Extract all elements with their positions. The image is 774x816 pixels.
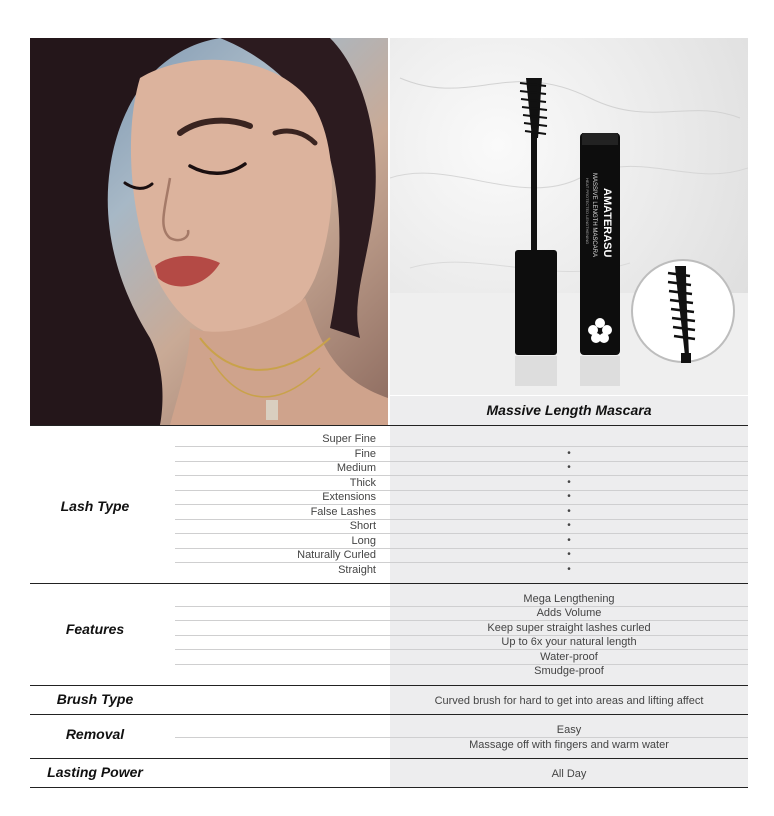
product-photo	[390, 38, 748, 395]
brush-closeup-icon	[632, 260, 734, 363]
feature-item: Smudge-proof	[534, 665, 604, 677]
table-bottom-border	[30, 787, 748, 788]
model-portrait-image	[30, 38, 388, 425]
section-divider	[30, 714, 748, 715]
header-divider	[30, 425, 748, 426]
removal-item: Easy	[556, 724, 582, 736]
lash-row-label: Naturally Curled	[297, 549, 376, 561]
lash-row-value: •	[567, 477, 571, 488]
lash-row-label: Medium	[336, 462, 376, 474]
lash-type-label: Lash Type	[60, 498, 130, 514]
section-divider	[30, 583, 748, 584]
removal-item: Massage off with fingers and warm water	[469, 739, 669, 751]
lash-row-label: False Lashes	[310, 506, 376, 518]
lash-row-label: Extensions	[322, 491, 376, 503]
lash-row-value: •	[567, 506, 571, 517]
lash-row-label: Short	[349, 520, 376, 532]
lash-row-value: •	[567, 462, 571, 473]
feature-item: Adds Volume	[536, 607, 602, 619]
lash-row-value: •	[567, 535, 571, 546]
lash-row-value: •	[567, 491, 571, 502]
mascara-illustration	[390, 38, 748, 395]
lash-row-label: Straight	[338, 564, 376, 576]
brush-type-label: Brush Type	[56, 691, 134, 707]
removal-label: Removal	[65, 726, 125, 742]
lasting-power-value: All Day	[551, 768, 587, 780]
tube-product-text: MASSIVE LENGTH MASCARA	[591, 173, 597, 258]
lash-row-value: •	[567, 448, 571, 459]
lash-row-label: Super Fine	[322, 433, 376, 445]
portrait-illustration	[30, 38, 388, 425]
feature-item: Mega Lengthening	[523, 593, 615, 605]
product-column-header: Massive Length Mascara	[486, 402, 652, 418]
tube-sub-text: HEAT PROTECTED LENGTHENING	[585, 178, 590, 245]
section-divider	[30, 758, 748, 759]
lash-row-label: Thick	[349, 477, 376, 489]
lasting-power-label: Lasting Power	[47, 764, 143, 780]
lash-row-label: Fine	[354, 448, 376, 460]
lash-row-value: •	[567, 549, 571, 560]
brush-type-value: Curved brush for hard to get into areas and lifting affect	[434, 695, 704, 707]
tube-brand-text: AMATERASU	[601, 188, 613, 258]
lash-row-value: •	[567, 564, 571, 575]
lash-row-label: Long	[351, 535, 376, 547]
feature-item: Up to 6x your natural length	[501, 636, 637, 648]
feature-item: Keep super straight lashes curled	[487, 622, 651, 634]
lash-row-value: •	[567, 520, 571, 531]
section-divider	[30, 685, 748, 686]
features-label: Features	[65, 621, 125, 637]
wand-brush-icon	[520, 78, 547, 138]
feature-item: Water-proof	[540, 651, 598, 663]
